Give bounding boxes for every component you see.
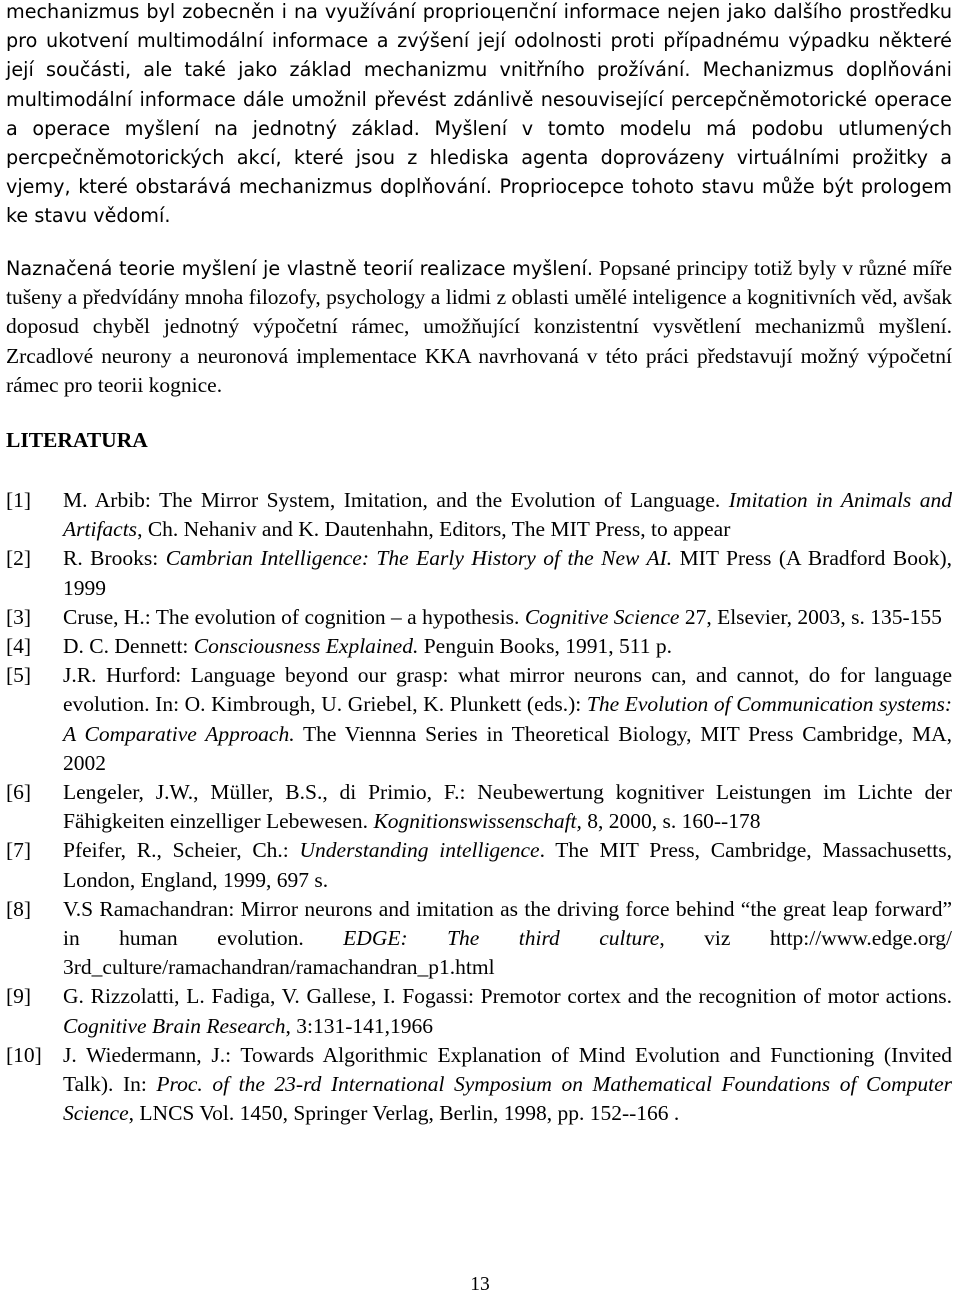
reference-title-italic: The Evolution of Communication systems: A Comparative Approach. xyxy=(63,692,952,746)
reference-item xyxy=(6,895,952,983)
reference-number: [8] xyxy=(6,896,32,921)
reference-text: Cruse, H.: The evolution of cognition – a hypothesis. xyxy=(63,604,525,629)
reference-text-rest: , Ch. Nehaniv and K. Dautenhahn, Editors, The MIT Press, to appear xyxy=(137,517,731,542)
reference-number: [9] xyxy=(6,984,32,1009)
reference-text-rest: 8, 2000, s. 160--178 xyxy=(581,809,761,834)
reference-title-italic: EDGE: The third culture xyxy=(343,926,660,951)
reference-text-rest: . The MIT Press, Cambridge, Massachusetts, London, England, 1999, 697 s. xyxy=(63,838,952,892)
reference-item xyxy=(6,778,952,836)
reference-text-rest: , 3:131-141,1966 xyxy=(285,1013,434,1038)
reference-text: M. Arbib: The Mirror System, Imitation, and the Evolution of Language. xyxy=(63,488,729,512)
reference-item xyxy=(6,544,952,602)
reference-number: [2] xyxy=(6,546,32,571)
reference-text: V.S Ramachandran: Mirror neurons and imitation as the driving force behind “the great leap forward” in human evolution. xyxy=(63,896,952,951)
reference-text: D. C. Dennett: xyxy=(63,634,194,659)
reference-item xyxy=(6,486,952,544)
reference-text: R. Brooks: xyxy=(63,546,166,571)
reference-title-italic: Understanding intelligence xyxy=(299,838,540,863)
reference-number: [4] xyxy=(6,634,32,659)
reference-item xyxy=(6,1041,952,1129)
reference-number: [7] xyxy=(6,838,32,863)
reference-text: J. Wiedermann, J.: Towards Algorithmic Explanation of Mind Evolution and Functioning (Invited Talk). In: xyxy=(63,1042,952,1097)
paragraph-body-2 xyxy=(6,254,952,400)
reference-item xyxy=(6,661,952,778)
reference-title-italic: Imitation in Animals and Artifacts xyxy=(63,488,952,542)
paragraph-2-sans-sentence: Naznačená teorie myšlení je vlastně teorií realizace myšlení. xyxy=(6,257,593,280)
reference-text: Pfeifer, R., Scheier, Ch.: xyxy=(63,838,300,863)
reference-text: J.R. Hurford: Language beyond our grasp: what mirror neurons can, and cannot, do for language evolution. In: O. Kimbrough, U. Griebel, K. Plunkett (eds.): xyxy=(63,663,952,717)
reference-title-italic: Cambrian Intelligence: The Early History of the New AI. xyxy=(165,546,673,571)
reference-text-rest: The Viennna Series in Theoretical Biology, MIT Press Cambridge, MA, 2002 xyxy=(63,721,953,775)
reference-title-italic: Proc. of the 23-rd International Symposium on Mathematical Foundations of Computer Science xyxy=(63,1072,952,1126)
paragraph-2-serif-text: Popsané principy totiž byly v různé míře tušeny a předvídány mnoha filozofy, psychology a lidmi z oblasti umělé inteligence a kognitivních věd, avšak doposud chyběl jednotný výpočetní rámec, umožňující konzistentní vysvětlení mechanizmů myšlení. Zrcadlové neurony a neuronová implementace KKA navrhovaná v této práci představují možný výpočetní rámec pro teorii kognice. xyxy=(6,256,952,397)
reference-item xyxy=(6,836,952,894)
reference-item xyxy=(6,603,952,632)
reference-number: [6] xyxy=(6,780,32,805)
reference-item xyxy=(6,632,952,661)
paragraph-body-1: mechanizmus byl zobecněn i na využívání proprioцепční informace nejen jako dalšího prostředku pro ukotvení multimodální informace a zvýšení její odolnosti proti případnému výpadku některé její součásti, ale také jako základ mechanizmu vnitřního prožívání. Mechanizmus doplňováni multimodální informace dále umožnil převést zdánlivě nesouvisející percepčněmotorické operace a operace myšlení na jednotný základ. Myšlení v tomto modelu má podobu utlumených percpečněmotorických akcí, které jsou z hlediska agenta doprovázeny virtuálními prožitky a vjemy, které obstarává mechanizmus doplňování. Propriocepce tohoto stavu může být prologem ke stavu vědomí. xyxy=(6,0,952,228)
reference-text-rest: , LNCS Vol. 1450, Springer Verlag, Berlin, 1998, pp. 152--166 . xyxy=(128,1101,680,1126)
page-number: 13 xyxy=(470,1274,490,1295)
reference-number: [5] xyxy=(6,663,32,688)
reference-text-rest: Penguin Books, 1991, 511 p. xyxy=(418,634,672,659)
reference-item xyxy=(6,982,952,1040)
reference-text: G. Rizzolatti, L. Fadiga, V. Gallese, I. Fogassi: Premotor cortex and the recognition of motor actions. xyxy=(63,984,952,1009)
reference-number: [3] xyxy=(6,604,32,629)
reference-title-italic: Kognitionswissenschaft, xyxy=(373,809,582,834)
reference-title-italic: Cognitive Science xyxy=(524,604,680,629)
reference-list xyxy=(6,486,952,1128)
reference-title-italic: Cognitive Brain Research xyxy=(63,1013,286,1038)
reference-title-italic: Consciousness Explained. xyxy=(193,634,419,659)
reference-text-rest: 27, Elsevier, 2003, s. 135-155 xyxy=(679,604,942,629)
reference-text-rest: , viz http://www.edge.org/ 3rd_culture/ramachandran/ramachandran_p1.html xyxy=(63,926,952,980)
reference-number: [10] xyxy=(6,1042,42,1067)
section-heading-literatura: LITERATURA xyxy=(6,428,148,452)
reference-number: [1] xyxy=(6,488,32,512)
reference-text: Lengeler, J.W., Müller, B.S., di Primio, F.: Neubewertung kognitiver Leistungen im Lichte der Fähigkeiten einzelliger Lebewesen. xyxy=(63,780,952,834)
reference-text-rest: MIT Press (A Bradford Book), 1999 xyxy=(63,546,953,600)
